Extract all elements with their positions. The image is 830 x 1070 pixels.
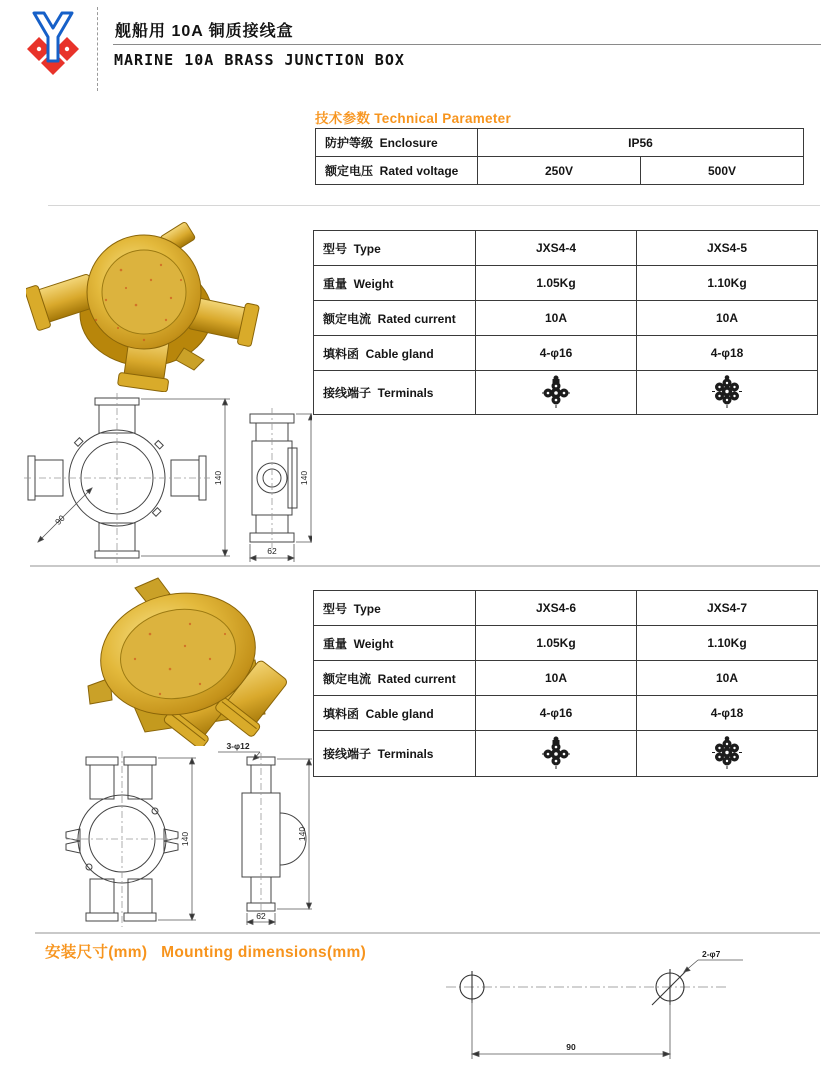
- type-value-cell: JXS4-6: [476, 591, 637, 626]
- weight-label-cell: 重量 Weight: [314, 266, 476, 301]
- table-row: [314, 661, 818, 696]
- section-divider: [48, 205, 820, 206]
- table-row: [314, 371, 818, 415]
- gland-value-cell: 4-φ16: [476, 696, 637, 731]
- logo-dot: [65, 47, 69, 51]
- dimension-drawing-set-2: [22, 737, 322, 927]
- dim-label-diagonal: 90: [52, 512, 67, 527]
- section-divider: [35, 932, 820, 934]
- gland-value-cell: 4-φ18: [637, 696, 818, 731]
- model-table-2: [313, 590, 818, 777]
- product-photo-jxs4-4: [26, 210, 266, 392]
- weight-value-cell: 1.10Kg: [637, 626, 818, 661]
- table-row: [314, 696, 818, 731]
- table-row: [314, 266, 818, 301]
- terminals-icon-cell: [476, 371, 637, 415]
- logo-dot: [37, 47, 41, 51]
- terminal-block-4-way-icon: [542, 374, 570, 408]
- weight-value-cell: 1.05Kg: [476, 266, 637, 301]
- enclosure-value-cell: IP56: [478, 129, 804, 157]
- terminal-block-7-way-icon: [712, 374, 742, 408]
- product-photo-jxs4-6: [40, 574, 305, 746]
- box-lid-center: [102, 250, 186, 334]
- terminals-label-cell: 接线端子 Terminals: [314, 731, 476, 777]
- type-value-cell: JXS4-4: [476, 231, 637, 266]
- table-row: [314, 626, 818, 661]
- table-row: [314, 231, 818, 266]
- header-divider: [97, 7, 98, 91]
- model-table-1: [313, 230, 818, 415]
- terminal-block-4-way-icon: [542, 735, 570, 769]
- terminals-icon-cell: [637, 371, 818, 415]
- page-title-en: MARINE 10A BRASS JUNCTION BOX: [114, 51, 405, 69]
- table-row: [314, 301, 818, 336]
- type-label-cell: 型号 Type: [314, 591, 476, 626]
- gland-label-cell: 填料函 Cable gland: [314, 336, 476, 371]
- gland-value-cell: 4-φ16: [476, 336, 637, 371]
- tech-param-heading: 技术参数 Technical Parameter: [315, 111, 512, 126]
- span-dimension-label: 90: [566, 1042, 576, 1052]
- current-value-cell: 10A: [476, 301, 637, 336]
- voltage-250-cell: 250V: [478, 157, 641, 185]
- current-label-cell: 额定电流 Rated current: [314, 301, 476, 336]
- company-logo: [20, 9, 88, 79]
- type-value-cell: JXS4-7: [637, 591, 818, 626]
- terminals-label-cell: 接线端子 Terminals: [314, 371, 476, 415]
- table-row: [314, 591, 818, 626]
- gland-label-cell: 填料函 Cable gland: [314, 696, 476, 731]
- table-row: [314, 336, 818, 371]
- terminal-block-7-way-icon: [712, 735, 742, 769]
- terminals-icon-cell: [476, 731, 637, 777]
- gland-value-cell: 4-φ18: [637, 336, 818, 371]
- table-row: [314, 731, 818, 777]
- dim-label-height: 140: [297, 826, 307, 842]
- gland-annotation: 3-φ12: [226, 741, 250, 751]
- type-value-cell: JXS4-5: [637, 231, 818, 266]
- voltage-label-cell: 额定电压 Rated voltage: [316, 157, 478, 185]
- type-label-cell: 型号 Type: [314, 231, 476, 266]
- page-title-cn: 舰船用 10A 铜质接线盒: [115, 23, 294, 40]
- section-divider: [30, 565, 820, 567]
- terminals-icon-cell: [637, 731, 818, 777]
- title-rule: [113, 44, 821, 45]
- hole-annotation: 2-φ7: [702, 949, 721, 959]
- current-value-cell: 10A: [637, 661, 818, 696]
- dimension-drawing-set-1: [22, 392, 312, 564]
- voltage-500-cell: 500V: [641, 157, 804, 185]
- weight-value-cell: 1.10Kg: [637, 266, 818, 301]
- enclosure-label-cell: 防护等级 Enclosure: [316, 129, 478, 157]
- current-value-cell: 10A: [476, 661, 637, 696]
- mounting-drawing: [438, 947, 783, 1067]
- table-row: [316, 157, 804, 185]
- dim-label-height: 140: [180, 831, 190, 847]
- dim-label-height: 140: [213, 470, 223, 486]
- dim-label-width: 62: [267, 546, 277, 556]
- current-value-cell: 10A: [637, 301, 818, 336]
- weight-value-cell: 1.05Kg: [476, 626, 637, 661]
- weight-label-cell: 重量 Weight: [314, 626, 476, 661]
- dim-label-width: 62: [256, 911, 266, 921]
- mounting-heading: 安装尺寸(mm) Mounting dimensions(mm): [45, 944, 367, 961]
- current-label-cell: 额定电流 Rated current: [314, 661, 476, 696]
- table-row: [316, 129, 804, 157]
- tech-param-table: [315, 128, 804, 185]
- dim-label-height: 140: [299, 470, 309, 486]
